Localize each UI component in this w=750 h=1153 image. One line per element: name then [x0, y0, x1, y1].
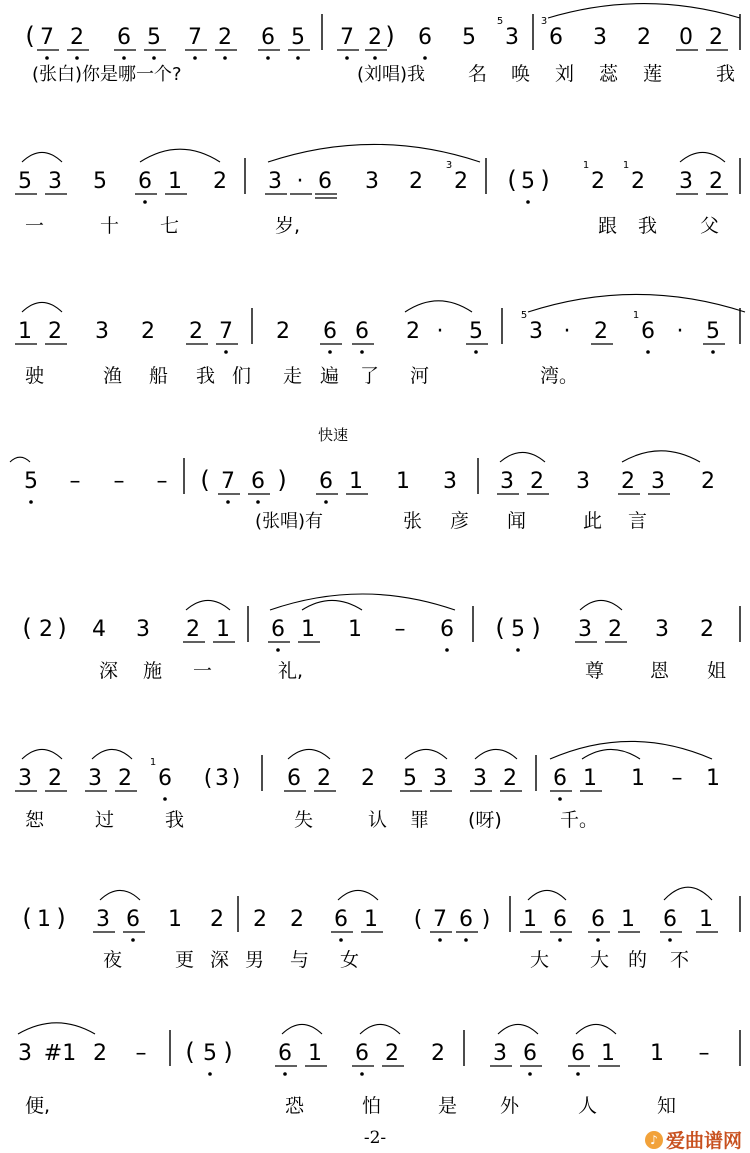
note: 1 — [349, 469, 363, 494]
lyric: 与 — [290, 949, 310, 971]
note: 7 — [40, 25, 54, 50]
note: · — [676, 319, 684, 344]
slur — [580, 600, 622, 610]
note: 2 — [594, 319, 608, 344]
octave-dot — [208, 1072, 212, 1076]
slur — [186, 600, 230, 610]
lyric: 女 — [340, 949, 360, 971]
lyric: 言 — [628, 510, 648, 532]
note: 6 — [571, 1041, 585, 1066]
note: 2 — [189, 319, 203, 344]
note: 2 — [253, 907, 267, 932]
lyric: 千。 — [560, 809, 599, 831]
note: 3 — [529, 319, 543, 344]
octave-dot — [324, 500, 328, 504]
lyric: 父 — [700, 215, 720, 237]
lyric: 是 — [438, 1095, 458, 1117]
note: 3 — [365, 169, 379, 194]
note: 3 — [500, 469, 514, 494]
slur — [680, 152, 725, 162]
lyric: 十 — [100, 215, 120, 237]
grace-note: 5 — [520, 310, 528, 321]
note: 5 — [706, 319, 720, 344]
lyric: 知 — [657, 1095, 677, 1117]
note: – — [698, 1041, 710, 1066]
lyric: 深 — [99, 660, 119, 682]
grace-note: 1 — [622, 160, 630, 171]
note: 3 — [576, 469, 590, 494]
lyric: 张 — [403, 510, 423, 532]
octave-dot — [668, 938, 672, 942]
lyric: 人 — [578, 1095, 598, 1117]
note: 6 — [319, 469, 333, 494]
note: 6 — [138, 169, 152, 194]
note: 2 — [631, 169, 645, 194]
note: 0 — [679, 25, 693, 50]
lyric: 夜 — [103, 949, 123, 971]
grace-note: 1 — [582, 160, 590, 171]
lyric: 遍 — [320, 365, 340, 387]
note: 2 — [701, 469, 715, 494]
octave-dot — [646, 350, 650, 354]
note: 2 — [700, 617, 714, 642]
note: 5 — [203, 1041, 217, 1066]
note: 3 — [473, 766, 487, 791]
note: 2 — [317, 766, 331, 791]
octave-dot — [163, 797, 167, 801]
note: ) — [385, 22, 395, 50]
octave-dot — [226, 500, 230, 504]
note: 4 — [92, 617, 106, 642]
note: 1 — [396, 469, 410, 494]
lyric: 失 — [294, 809, 314, 831]
note: – — [69, 469, 81, 494]
octave-dot — [596, 938, 600, 942]
lyric: 男 — [245, 949, 265, 971]
slur — [100, 890, 140, 900]
slur — [475, 749, 517, 759]
note: · — [296, 169, 304, 194]
slur — [22, 152, 62, 162]
lyric: 过 — [95, 809, 115, 831]
lyric: 们 — [232, 365, 252, 387]
octave-dot — [122, 56, 126, 60]
note: 2 — [141, 319, 155, 344]
lyric: 一 — [25, 215, 45, 237]
note: 3 — [18, 766, 32, 791]
note: 2 — [637, 25, 651, 50]
note: 6 — [641, 319, 655, 344]
watermark-text: 爱曲谱网 — [665, 1130, 742, 1152]
page-number: -2- — [363, 1128, 387, 1148]
note: 5 — [462, 25, 476, 50]
music-note-icon: ♪ — [645, 1131, 663, 1149]
note: 5 — [511, 617, 525, 642]
note: 2 — [93, 1041, 107, 1066]
note: 5 — [291, 25, 305, 50]
note: 7 — [188, 25, 202, 50]
note: ( — [507, 166, 517, 194]
lyric: 我 — [165, 809, 185, 831]
octave-dot — [360, 350, 364, 354]
slur — [140, 149, 220, 162]
octave-dot — [373, 56, 377, 60]
lyric: 船 — [149, 365, 169, 387]
octave-dot — [296, 56, 300, 60]
note: 2 — [39, 617, 53, 642]
note: 2 — [368, 25, 382, 50]
note: 1 — [168, 907, 182, 932]
lyric: 莲 — [643, 63, 663, 85]
note: 2 — [218, 25, 232, 50]
site-watermark — [645, 1126, 742, 1153]
grace-note: 1 — [149, 757, 157, 768]
note: ( — [203, 766, 213, 791]
grace-note: 5 — [496, 16, 504, 27]
note: 5 — [24, 469, 38, 494]
note: 6 — [418, 25, 432, 50]
note: ( — [22, 614, 32, 642]
lyric: 一 — [193, 660, 213, 682]
octave-dot — [576, 1072, 580, 1076]
lyric: 认 — [368, 809, 388, 831]
note: 3 — [651, 469, 665, 494]
slur — [270, 594, 455, 610]
note: 1 — [583, 766, 597, 791]
note: 1 — [621, 907, 635, 932]
octave-dot — [29, 500, 33, 504]
lyric: 刘 — [555, 63, 575, 85]
note: – — [394, 617, 406, 642]
grace-note: 3 — [540, 16, 548, 27]
note: 1 — [216, 617, 230, 642]
lyric: 的 — [628, 949, 648, 971]
octave-dot — [528, 1072, 532, 1076]
slur — [622, 451, 700, 462]
octave-dot — [131, 938, 135, 942]
octave-dot — [445, 648, 449, 652]
note: 2 — [709, 169, 723, 194]
tempo-mark: 快速 — [318, 426, 349, 444]
note: · — [436, 319, 444, 344]
note: 6 — [117, 25, 131, 50]
note: #1 — [43, 1041, 77, 1066]
octave-dot — [75, 56, 79, 60]
slur — [18, 1023, 95, 1034]
lyric: 河 — [410, 365, 430, 387]
note: ) — [231, 766, 241, 791]
octave-dot — [526, 200, 530, 204]
note: ( — [495, 614, 505, 642]
lyric: 了 — [360, 365, 380, 387]
note: ( — [185, 1038, 195, 1066]
lyric: 尊 — [585, 660, 605, 682]
octave-dot — [276, 648, 280, 652]
note: 1 — [601, 1041, 615, 1066]
note: 1 — [18, 319, 32, 344]
note: 1 — [699, 907, 713, 932]
note: 3 — [443, 469, 457, 494]
note: 1 — [631, 766, 645, 791]
slur — [582, 749, 640, 759]
grace-note: 3 — [445, 160, 453, 171]
lyric: (刘唱)我 — [357, 64, 426, 85]
lyric: 我 — [716, 63, 736, 85]
lyric: 唤 — [511, 63, 531, 85]
note: 3 — [433, 766, 447, 791]
note: 6 — [126, 907, 140, 932]
slur — [550, 741, 712, 759]
note: – — [671, 766, 683, 791]
octave-dot — [339, 938, 343, 942]
note: 2 — [591, 169, 605, 194]
octave-dot — [143, 200, 147, 204]
octave-dot — [224, 350, 228, 354]
slur — [302, 600, 362, 610]
note: 1 — [650, 1041, 664, 1066]
slur — [576, 1024, 616, 1034]
note: – — [135, 1041, 147, 1066]
slur — [10, 457, 30, 462]
lyric: 大 — [590, 949, 610, 971]
lyric: 外 — [500, 1095, 520, 1117]
note: 7 — [340, 25, 354, 50]
note: 5 — [521, 169, 535, 194]
octave-dot — [464, 938, 468, 942]
note: 6 — [158, 766, 172, 791]
note: – — [156, 469, 168, 494]
note: ) — [540, 166, 550, 194]
note: 6 — [440, 617, 454, 642]
lyric: 蕊 — [599, 63, 619, 85]
slur — [664, 887, 712, 900]
note: 5 — [147, 25, 161, 50]
note: ) — [57, 614, 67, 642]
slur — [288, 749, 330, 759]
lyric: 不 — [670, 949, 690, 971]
slur — [405, 749, 447, 759]
octave-dot — [438, 938, 442, 942]
note: 6 — [261, 25, 275, 50]
note: 6 — [459, 907, 473, 932]
lyric: 礼, — [278, 660, 304, 682]
note: 6 — [271, 617, 285, 642]
octave-dot — [193, 56, 197, 60]
note: 1 — [364, 907, 378, 932]
note: 6 — [287, 766, 301, 791]
lyric: 深 — [210, 949, 230, 971]
octave-dot — [283, 1072, 287, 1076]
note: 3 — [493, 1041, 507, 1066]
note: 7 — [219, 319, 233, 344]
slur — [282, 1024, 322, 1034]
note: 2 — [48, 766, 62, 791]
note: 2 — [213, 169, 227, 194]
note: 3 — [268, 169, 282, 194]
note: 1 — [348, 617, 362, 642]
slur — [498, 1024, 538, 1034]
octave-dot — [45, 56, 49, 60]
lyric: (张唱)有 — [255, 511, 324, 532]
octave-dot — [360, 1072, 364, 1076]
note: 5 — [93, 169, 107, 194]
note: 6 — [323, 319, 337, 344]
note: 3 — [95, 319, 109, 344]
note: · — [563, 319, 571, 344]
lyric: (呀) — [468, 809, 502, 831]
lyric: (张白)你是哪一个? — [32, 64, 182, 85]
note: ( — [22, 904, 32, 932]
slur — [500, 452, 545, 462]
lyric: 湾。 — [540, 365, 579, 387]
note: 2 — [186, 617, 200, 642]
note: 2 — [409, 169, 423, 194]
note: 5 — [403, 766, 417, 791]
octave-dot — [516, 648, 520, 652]
note: 3 — [136, 617, 150, 642]
note: 6 — [523, 1041, 537, 1066]
note: 2 — [709, 25, 723, 50]
lyric: 跟 — [598, 215, 618, 237]
note: 3 — [593, 25, 607, 50]
note: 1 — [308, 1041, 322, 1066]
note: 2 — [454, 169, 468, 194]
lyric: 恩 — [650, 660, 670, 682]
note: 1 — [168, 169, 182, 194]
lyric: 大 — [530, 949, 550, 971]
note: 3 — [215, 766, 229, 791]
lyric: 施 — [143, 660, 163, 682]
octave-dot — [328, 350, 332, 354]
octave-dot — [711, 350, 715, 354]
note: 6 — [553, 907, 567, 932]
note: ( — [25, 22, 35, 50]
lyric: 渔 — [103, 365, 123, 387]
note: 2 — [530, 469, 544, 494]
note: 5 — [18, 169, 32, 194]
octave-dot — [558, 938, 562, 942]
note: 3 — [655, 617, 669, 642]
note: 3 — [88, 766, 102, 791]
note: 6 — [318, 169, 332, 194]
lyric: 走 — [283, 365, 303, 387]
note: 2 — [406, 319, 420, 344]
note: 2 — [385, 1041, 399, 1066]
note: 2 — [118, 766, 132, 791]
lyric: 闻 — [507, 510, 527, 532]
note: 2 — [503, 766, 517, 791]
octave-dot — [266, 56, 270, 60]
octave-dot — [423, 56, 427, 60]
lyric: 岁, — [275, 215, 301, 237]
note: 3 — [679, 169, 693, 194]
note: 2 — [621, 469, 635, 494]
note: ( — [413, 907, 423, 932]
note: 6 — [591, 907, 605, 932]
note: 6 — [355, 319, 369, 344]
note: ( — [200, 466, 210, 494]
slur — [22, 302, 62, 312]
note: ) — [223, 1038, 233, 1066]
lyric: 更 — [175, 949, 195, 971]
slur — [92, 749, 132, 759]
note: 2 — [608, 617, 622, 642]
lyric: 我 — [638, 215, 658, 237]
note: 2 — [431, 1041, 445, 1066]
lyric: 此 — [583, 510, 603, 532]
note: 6 — [355, 1041, 369, 1066]
slur — [22, 749, 62, 759]
lyric: 便, — [25, 1095, 51, 1117]
slur — [360, 1024, 400, 1034]
lyric: 我 — [196, 365, 216, 387]
grace-note: 1 — [632, 310, 640, 321]
note: 3 — [96, 907, 110, 932]
note: ) — [481, 907, 491, 932]
note: 3 — [578, 617, 592, 642]
note: 2 — [70, 25, 84, 50]
note: 6 — [663, 907, 677, 932]
note: ) — [531, 614, 541, 642]
note: 6 — [549, 25, 563, 50]
note: 1 — [523, 907, 537, 932]
octave-dot — [152, 56, 156, 60]
note: 2 — [290, 907, 304, 932]
note: ) — [56, 904, 66, 932]
note: 3 — [48, 169, 62, 194]
note: 2 — [276, 319, 290, 344]
note: 1 — [37, 907, 51, 932]
note: 7 — [433, 907, 447, 932]
octave-dot — [558, 797, 562, 801]
note: 2 — [48, 319, 62, 344]
lyric: 七 — [160, 215, 180, 237]
note: – — [113, 469, 125, 494]
octave-dot — [223, 56, 227, 60]
lyric: 恐 — [285, 1095, 305, 1117]
lyric: 驶 — [25, 365, 45, 387]
lyric: 罪 — [410, 809, 430, 831]
note: 6 — [278, 1041, 292, 1066]
note: 6 — [251, 469, 265, 494]
note: 1 — [301, 617, 315, 642]
note: 6 — [334, 907, 348, 932]
note: 7 — [221, 469, 235, 494]
note: 2 — [361, 766, 375, 791]
note: ) — [277, 466, 287, 494]
lyric: 怕 — [362, 1095, 382, 1117]
octave-dot — [345, 56, 349, 60]
note: 3 — [505, 25, 519, 50]
note: 1 — [706, 766, 720, 791]
note: 6 — [553, 766, 567, 791]
slur — [528, 890, 566, 900]
note: 3 — [18, 1041, 32, 1066]
slur — [548, 4, 740, 18]
note: 2 — [210, 907, 224, 932]
octave-dot — [474, 350, 478, 354]
lyric: 姐 — [707, 660, 727, 682]
lyric: 恕 — [25, 809, 45, 831]
octave-dot — [256, 500, 260, 504]
lyric: 彦 — [450, 510, 470, 532]
lyric: 名 — [468, 63, 488, 85]
note: 5 — [469, 319, 483, 344]
slur — [405, 301, 472, 312]
slur — [338, 890, 378, 900]
